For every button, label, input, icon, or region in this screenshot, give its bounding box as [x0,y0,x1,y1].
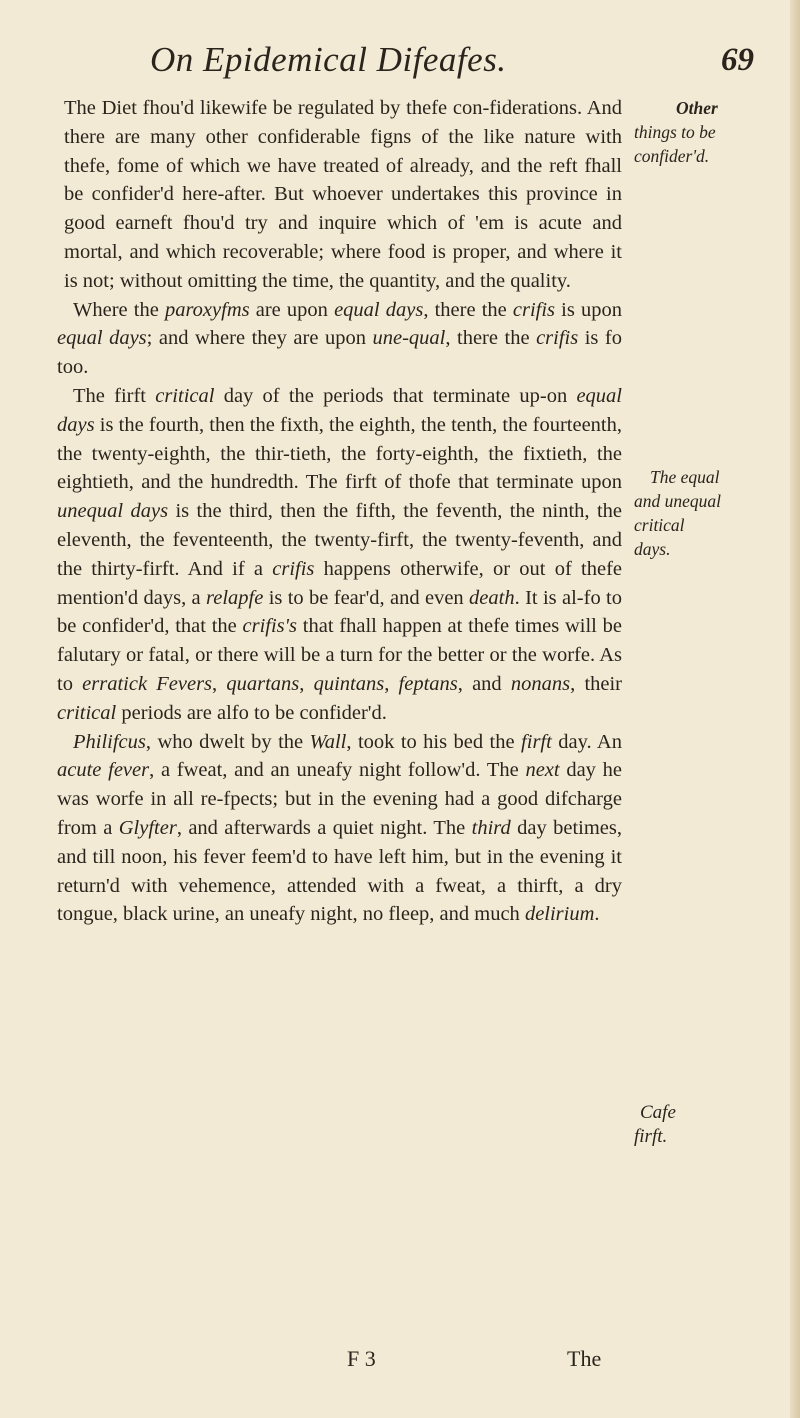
text-run: day of the periods that terminate up-on [214,384,577,407]
italic-term: delirium [524,903,595,926]
italic-term: erratick Fevers [82,672,213,695]
text-run: . It is al-fo to be confider'd, that the [57,586,622,638]
text-run: Where the [73,298,165,321]
note-line: Other [676,98,718,118]
paragraph-paroxysms [57,296,622,382]
italic-term: quartans [226,672,300,695]
text-run: , there the [445,327,537,350]
margin-note-case-first [634,1101,784,1149]
text-run: is fo too. [57,327,623,379]
italic-term: feptans [398,672,458,695]
text-run: day. An [551,730,622,753]
italic-term: next [525,759,560,782]
italic-term: nonans [510,672,571,695]
margin-note-critical-days [634,465,784,561]
text-run: , there the [423,298,513,321]
page-edge-shadow [790,0,800,1418]
italic-term: Philifcus [73,730,146,753]
note-line: and unequal [634,491,722,511]
paragraph-critical-days [57,382,622,728]
text-run: is the third, then the fifth, the feventh, the ninth, the eleventh, the feventeenth, the twenty-firft, the twenty-feventh, and the thirty-firft. And if a [57,500,622,580]
text-run: is the fourth, then the fixth, the eighth, the tenth, the fourteenth, the twenty-eighth, the thir-tieth, the forty-eighth, the fixtieth, the eightieth, and the hundredth. The firft of thofe that terminate upon [57,413,622,494]
text-run: The firft [73,384,156,407]
text-run: ; and where they are upon [146,327,373,350]
margin-note-other-things [634,96,784,168]
text-run: day he was worfe in all re-fpects; but in the evening had a good difcharge from a [57,759,622,839]
italic-term: quintans [313,672,385,695]
page-number: 69 [721,42,754,78]
note-line: days. [634,539,671,559]
italic-term: equal days [57,384,622,436]
text-run: , [299,672,314,695]
text-run: , took to his bed the [346,730,522,753]
text-run: , [212,672,227,695]
italic-term: Wall [309,730,347,753]
italic-term: une-qual [372,327,446,350]
italic-term: firft [521,730,552,753]
italic-term: third [471,816,511,839]
text-run: happens otherwife, or out of thefe mention'd days, a [57,557,623,609]
italic-term: crifis [512,298,556,321]
signature-mark: F 3 [347,1346,376,1371]
text-run: , and [457,672,511,695]
italic-term: relapfe [206,586,264,609]
italic-term: equal days [334,298,424,321]
note-line: Cafe [640,1102,676,1123]
text-run: is to be fear'd, and even [263,586,470,609]
italic-term: death [469,586,515,609]
italic-term: crifis [272,557,315,580]
text-run: , [384,672,399,695]
note-line: things to be [634,122,716,142]
note-line: firft. [634,1126,668,1147]
paragraph-diet-text: The Diet fhou'd likewife be regulated by thefe con-fiderations. And there are many other confiderable figns of the like nature with thefe, fome of which we have treated of already, and the reft fhall be confider'd here-after. But whoever undertakes this province in good earneft fhou'd try and inquire which of 'em is acute and mortal, and which recoverable; where food is proper, and where it is not; without omitting the time, the quantity, and the quality. [64,97,622,292]
italic-term: equal days [57,327,147,350]
italic-term: acute fever [57,759,150,782]
text-run: , their [570,672,623,695]
note-line: The equal [650,467,720,487]
text-run: . [594,903,600,926]
page-footer [0,1346,800,1386]
text-run: , a fweat, and an uneafy night follow'd. The [149,759,526,782]
running-header [0,40,800,86]
note-line: confider'd. [634,146,710,166]
main-text [57,94,622,929]
catchword: The [567,1346,602,1371]
italic-term: Glyfter [118,816,177,839]
text-run: that fhall happen at thefe times will be falutary or fatal, or there will be a turn for the better or the worfe. As to [57,615,622,695]
text-run: is upon [555,298,622,321]
note-line: critical [634,515,685,535]
paragraph-case-philiscus [57,728,622,930]
italic-term: critical [57,701,117,724]
text-run: , and afterwards a quiet night. The [176,816,472,839]
italic-term: critical [155,384,215,407]
italic-term: crifis's [242,615,298,638]
running-title: On Epidemical Difeafes. [150,40,507,79]
italic-term: paroxyfms [164,298,250,321]
text-run: are upon [249,298,335,321]
text-run: periods are alfo to be confider'd. [116,701,387,724]
text-run: , who dwelt by the [145,730,310,753]
paragraph-diet [57,94,622,296]
text-run: day betimes, and till noon, his fever feem'd to have left him, but in the evening it return'd with vehemence, attended with a fweat, a thirft, a dry tongue, black urine, an uneafy night, no fleep, and much [57,816,622,926]
italic-term: unequal days [57,500,169,523]
italic-term: crifis [536,327,579,350]
